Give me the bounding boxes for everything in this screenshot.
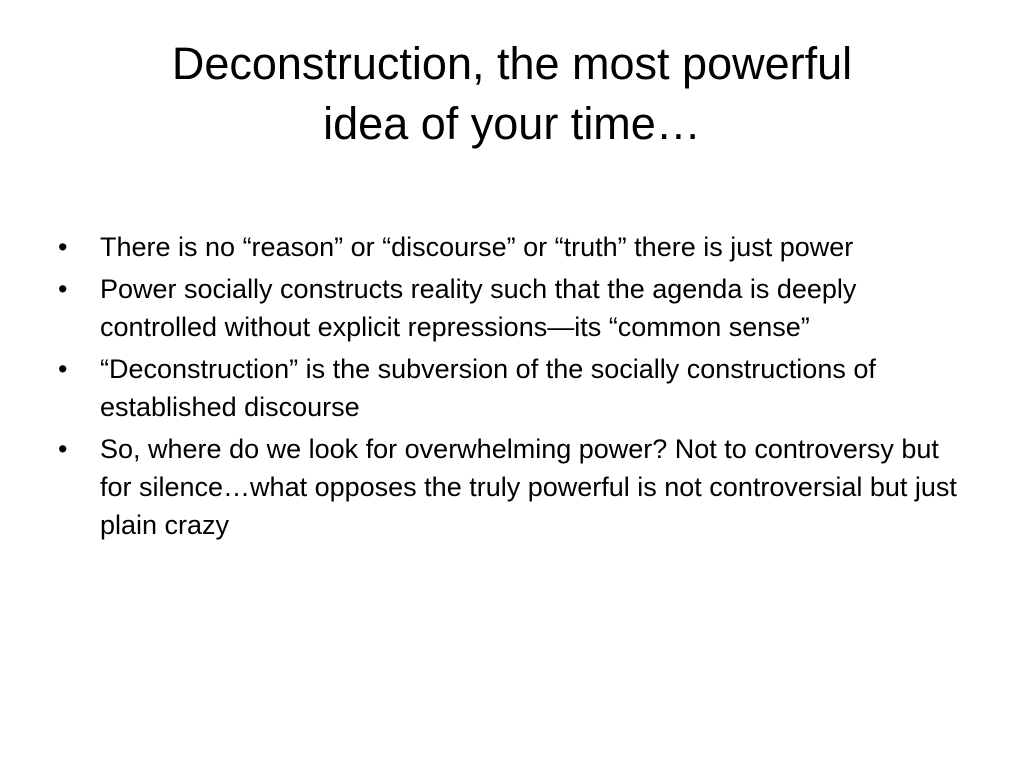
bullet-item-2 <box>58 270 968 346</box>
bullet-marker: • <box>58 274 68 304</box>
slide-title-line-2: idea of your time… <box>323 98 701 149</box>
slide-title-line-1: Deconstruction, the most powerful <box>171 38 853 89</box>
slide-title <box>40 34 984 154</box>
bullet-list <box>58 228 968 548</box>
bullet-text-1: There is no “reason” or “discourse” or “truth” there is just power <box>100 232 854 262</box>
bullet-text-2: Power socially constructs reality such that the agenda is deeply controlled without explicit repressions—its “common sense” <box>100 274 857 342</box>
bullet-item-1 <box>58 228 968 266</box>
bullet-marker: • <box>58 434 68 464</box>
bullet-text-4: So, where do we look for overwhelming power? Not to controversy but for silence…what opposes the truly powerful is not controversial but just plain crazy <box>100 434 957 540</box>
bullet-item-3 <box>58 350 968 426</box>
bullet-marker: • <box>58 232 68 262</box>
bullet-item-4 <box>58 430 968 544</box>
bullet-marker: • <box>58 354 68 384</box>
bullet-text-3: “Deconstruction” is the subversion of the socially constructions of established discourse <box>100 354 876 422</box>
